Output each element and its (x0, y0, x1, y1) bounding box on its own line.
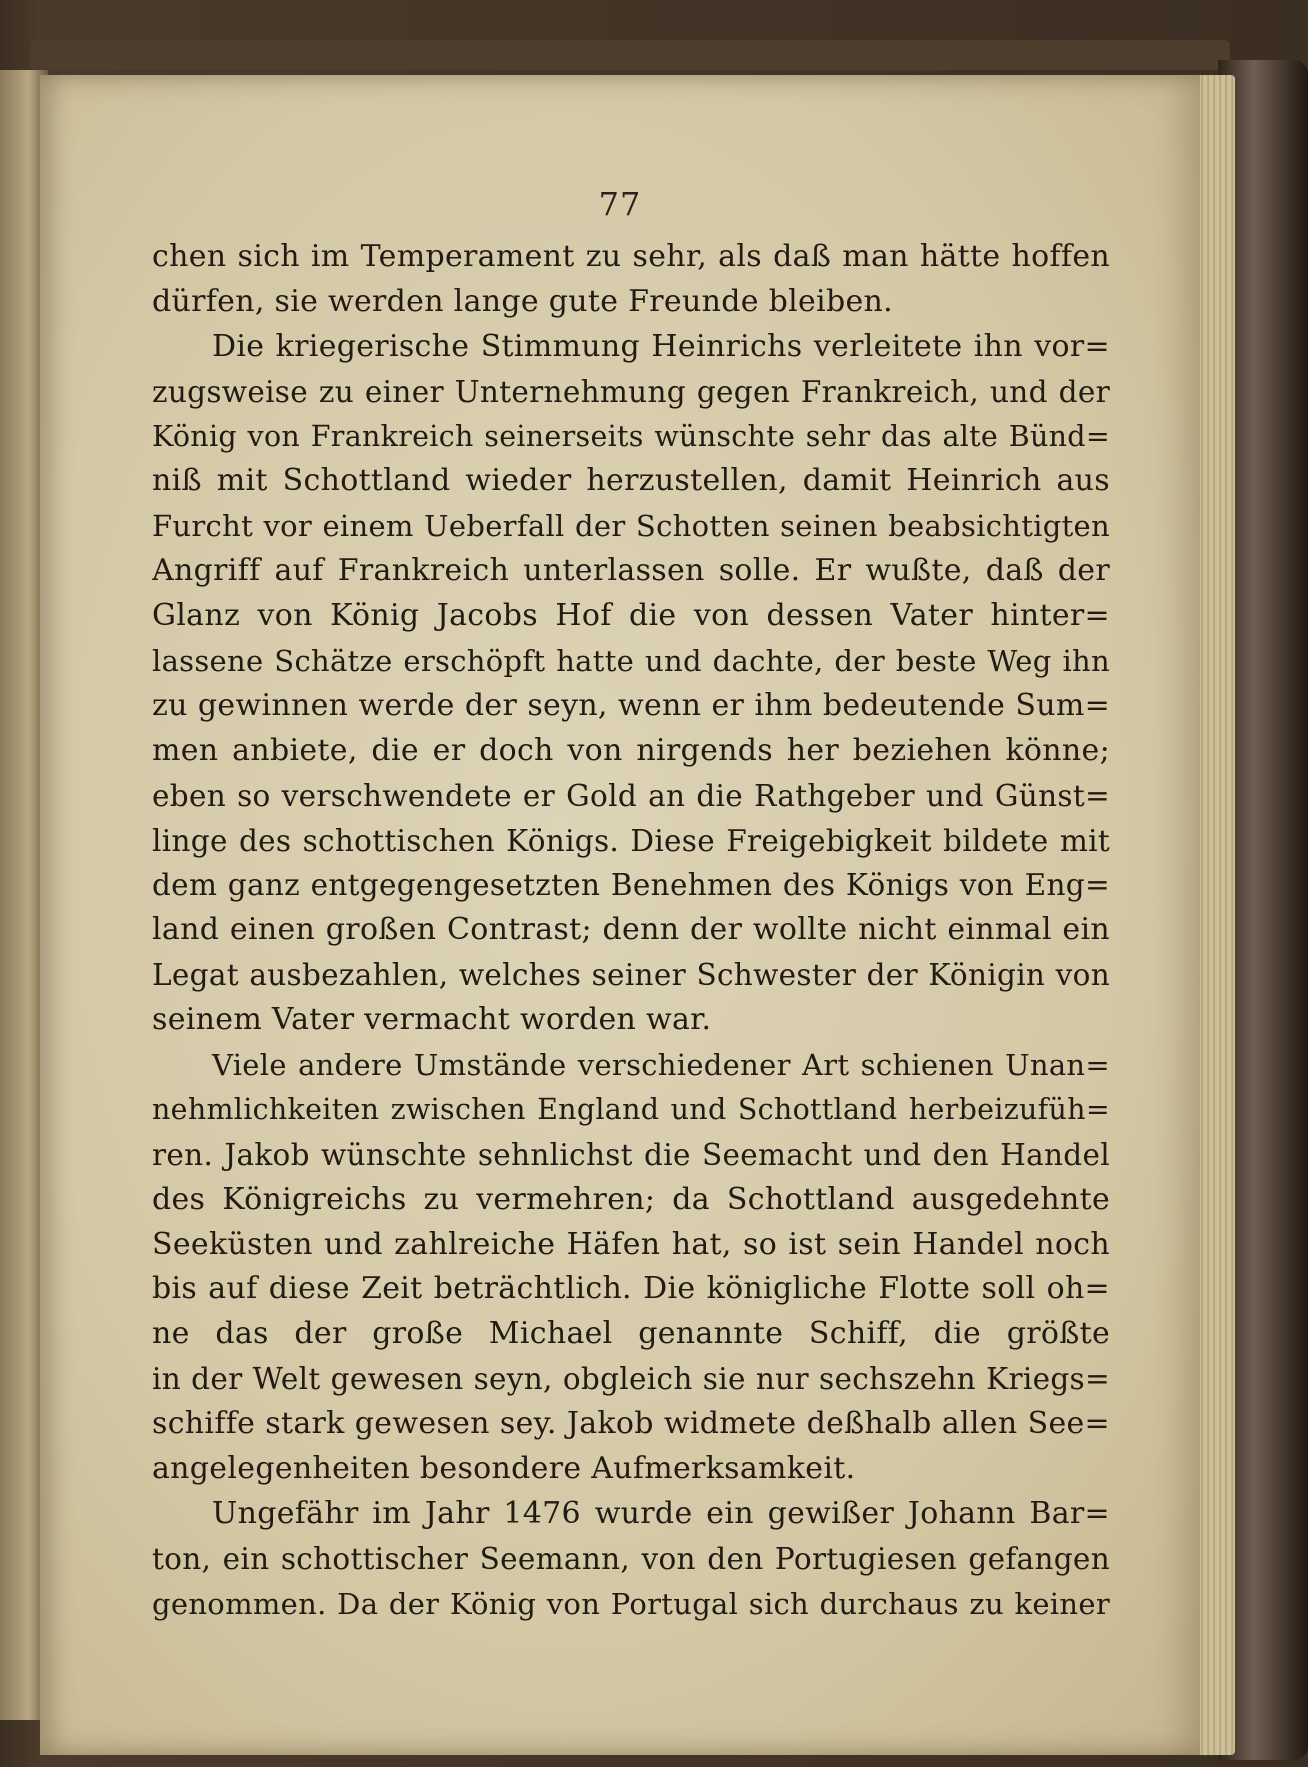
text-line: des Königreichs zu vermehren; da Schottland ausgedehnte (152, 1181, 1110, 1217)
text-line: Glanz von König Jacobs Hof die von dessen Vater hinter= (152, 598, 1110, 634)
text-line: seinem Vater vermacht worden war. (152, 1002, 712, 1038)
text-line: schiffe stark gewesen sey. Jakob widmete deßhalb allen See= (152, 1406, 1110, 1442)
text-line: zugsweise zu einer Unternehmung gegen Frankreich, und der (152, 374, 1110, 409)
text-line: bis auf diese Zeit beträchtlich. Die königliche Flotte soll oh= (152, 1271, 1110, 1307)
text-line: dürfen, sie werden lange gute Freunde bleiben. (152, 283, 893, 319)
text-line: lassene Schätze erschöpft hatte und dachte, der beste Weg ihn (152, 644, 1110, 679)
book-cover-top (30, 40, 1230, 70)
text-line: chen sich im Temperament zu sehr, als daß man hätte hoffen (152, 239, 1110, 274)
text-line: genommen. Da der König von Portugal sich durchaus zu keiner (152, 1586, 1110, 1621)
text-line: zu gewinnen werde der seyn, wenn er ihm bedeutende Sum= (152, 687, 1110, 723)
book-page (40, 75, 1200, 1755)
text-line: Legat ausbezahlen, welches seiner Schwester der Königin von (152, 958, 1110, 993)
text-line: angelegenheiten besondere Aufmerksamkeit. (152, 1451, 856, 1487)
text-line: dem ganz entgegengesetzten Benehmen des Königs von Eng= (152, 868, 1110, 903)
text-line: land einen großen Contrast; denn der wollte nicht einmal ein (152, 912, 1110, 948)
text-line: Furcht vor einem Ueberfall der Schotten seinen beabsichtigten (152, 509, 1110, 544)
text-line: Die kriegerische Stimmung Heinrichs verleitete ihn vor= (212, 328, 1110, 364)
text-line: linge des schottischen Königs. Diese Freigebigkeit bildete mit (152, 823, 1110, 858)
text-line: König von Frankreich seinerseits wünschte sehr das alte Bünd= (152, 419, 1110, 453)
text-line: ne das der große Michael genannte Schiff, die größte (152, 1316, 1110, 1352)
text-line: niß mit Schottland wieder herzustellen, damit Heinrich aus (152, 463, 1110, 499)
text-line: Viele andere Umstände verschiedener Art schienen Unan= (212, 1048, 1110, 1083)
text-line: Ungefähr im Jahr 1476 wurde ein gewißer Johann Bar= (212, 1495, 1110, 1531)
text-line: men anbiete, die er doch von nirgends her beziehen könne; (152, 732, 1110, 768)
text-line: eben so verschwendete er Gold an die Rathgeber und Günst= (152, 778, 1110, 813)
text-line: nehmlichkeiten zwischen England und Schottland herbeizufüh= (152, 1092, 1110, 1126)
text-line: ton, ein schottischer Seemann, von den Portugiesen gefangen (152, 1541, 1110, 1576)
page-number: 77 (598, 185, 642, 223)
page-text (152, 235, 1110, 1627)
text-line: Seeküsten und zahlreiche Häfen hat, so ist sein Handel noch (152, 1226, 1110, 1262)
text-line: ren. Jakob wünschte sehnlichst die Seemacht und den Handel (152, 1137, 1110, 1172)
text-line: in der Welt gewesen seyn, obgleich sie nur sechszehn Kriegs= (152, 1362, 1110, 1397)
text-line: Angriff auf Frankreich unterlassen solle. Er wußte, daß der (152, 553, 1110, 589)
